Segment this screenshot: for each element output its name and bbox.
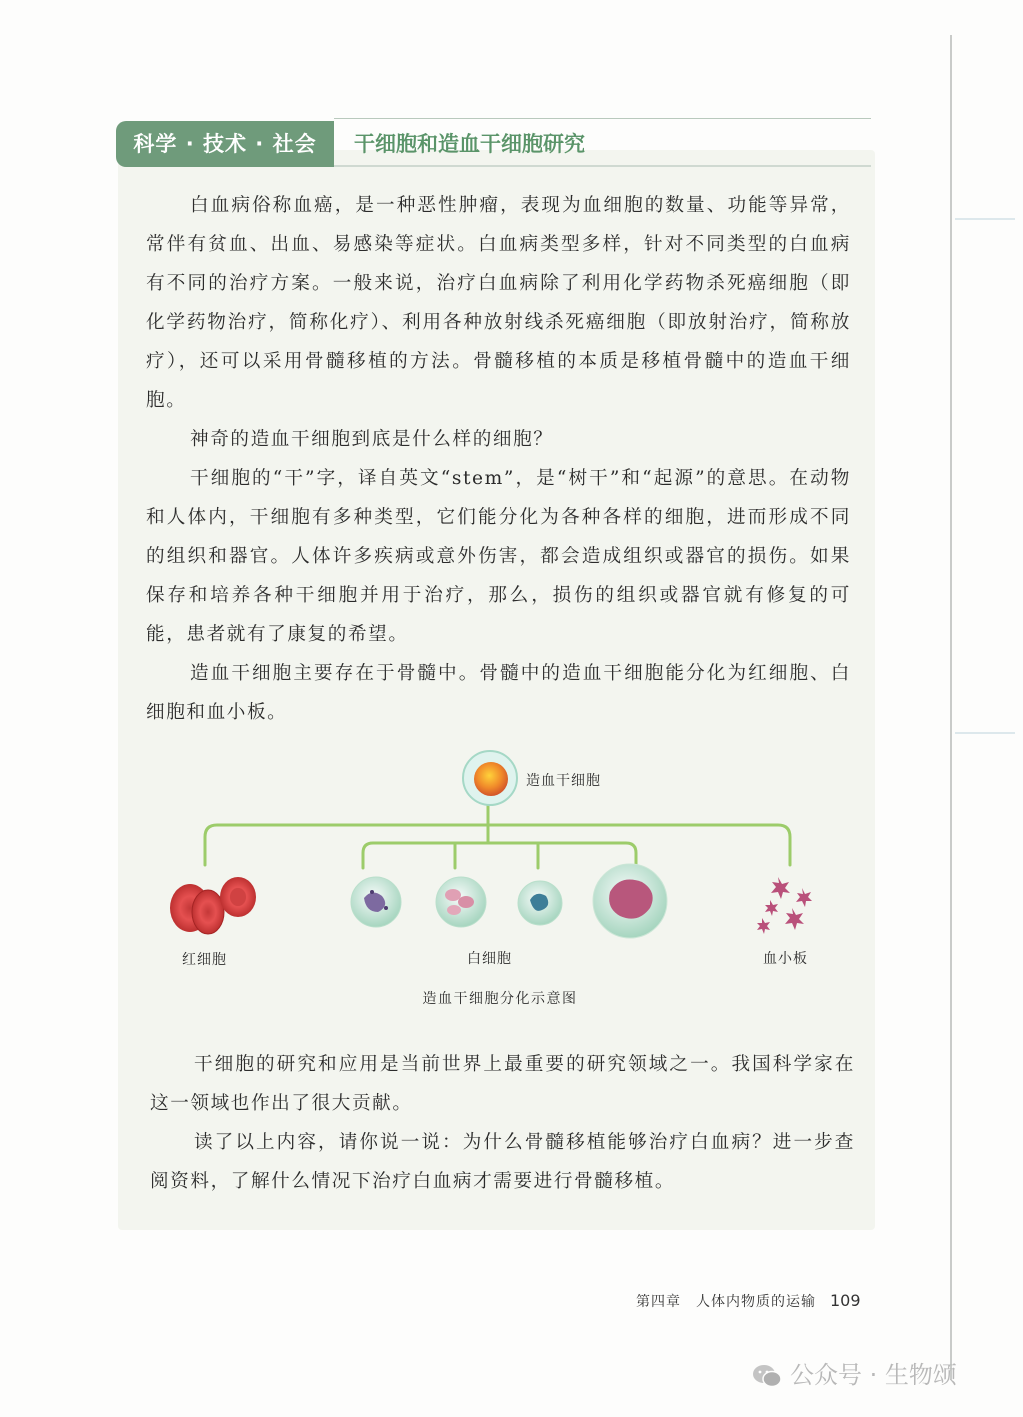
platelets-icon [757, 877, 812, 934]
page-edge [950, 35, 952, 1380]
paragraph: 造血干细胞主要存在于骨髓中。骨髓中的造血干细胞能分化为红细胞、白细胞和血小板。 [146, 663, 851, 723]
stem-cell-icon [463, 751, 517, 805]
connector-lines [205, 800, 790, 868]
header-rule [334, 118, 871, 119]
page-footer [636, 1291, 861, 1311]
white-blood-cells-icon [351, 864, 667, 938]
diagram-svg [150, 740, 850, 980]
watermark-text: 公众号 · 生物颂 [790, 1361, 957, 1389]
white-cell-label: 白细胞 [467, 951, 512, 967]
red-blood-cells-icon [170, 877, 256, 934]
diagram-caption: 造血干细胞分化示意图 [422, 991, 578, 1007]
red-cell-label: 红细胞 [182, 952, 227, 968]
section-tag: 科学 · 技术 · 社会 [116, 121, 334, 167]
differentiation-diagram [150, 740, 850, 1030]
watermark [752, 1358, 957, 1392]
edge-tick [955, 732, 1015, 734]
body-text-top [146, 186, 851, 732]
platelet-label: 血小板 [763, 951, 808, 967]
header-rule [334, 165, 871, 167]
paragraph: 神奇的造血干细胞到底是什么样的细胞？ [190, 429, 554, 450]
paragraph: 读了以上内容，请你说一说：为什么骨髓移植能够治疗白血病？进一步查阅资料，了解什么情况下治疗白血病才需要进行骨髓移植。 [150, 1132, 855, 1192]
paragraph: 干细胞的“干”字，译自英文“stem”，是“树干”和“起源”的意思。在动物和人体内，干细胞有多种类型，它们能分化为各种各样的细胞，进而形成不同的组织和器官。人体许多疾病或意外伤害，都会造成组织或器官的损伤。如果保存和培养各种干细胞并用于治疗，那么，损伤的组织或器官就有修复的可能，患者就有了康复的希望。 [146, 468, 851, 645]
chapter-title: 第四章 人体内物质的运输 [636, 1294, 816, 1310]
wechat-icon [752, 1363, 782, 1389]
stem-cell-label: 造血干细胞 [526, 773, 601, 789]
edge-tick [955, 218, 1015, 220]
page-number: 109 [830, 1291, 861, 1310]
paragraph: 白血病俗称血癌，是一种恶性肿瘤，表现为血细胞的数量、功能等异常，常伴有贫血、出血、易感染等症状。白血病类型多样，针对不同类型的白血病有不同的治疗方案。一般来说，治疗白血病除了利用化学药物杀死癌细胞（即化学药物治疗，简称化疗）、利用各种放射线杀死癌细胞（即放射治疗，简称放疗），还可以采用骨髓移植的方法。骨髓移植的本质是移植骨髓中的造血干细胞。 [146, 195, 851, 411]
section-title: 干细胞和造血干细胞研究 [354, 132, 585, 156]
body-text-bottom [150, 1045, 855, 1201]
paragraph: 干细胞的研究和应用是当前世界上最重要的研究领域之一。我国科学家在这一领域也作出了很大贡献。 [150, 1054, 855, 1114]
